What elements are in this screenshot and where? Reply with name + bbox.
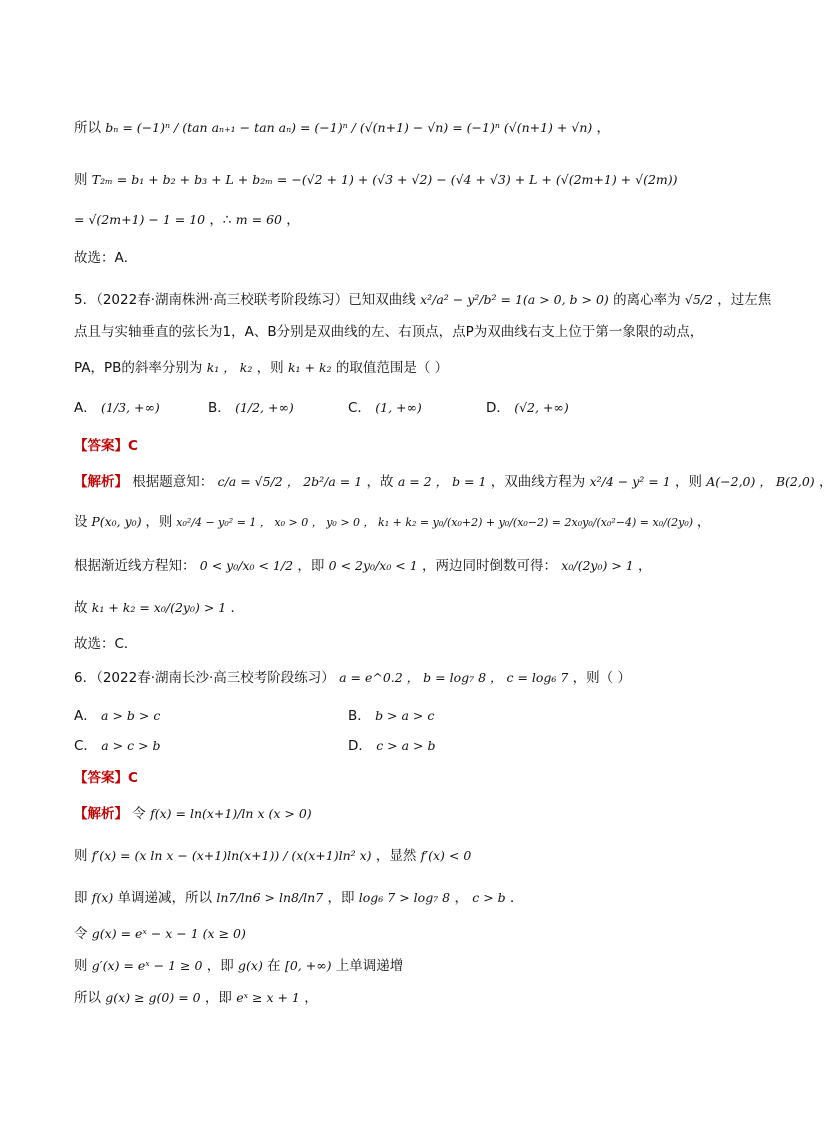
q5-stem-2: 点且与实轴垂直的弦长为1，A、B分别是双曲线的左、右顶点，点P为双曲线右支上位于第一象限的动点，: [74, 324, 704, 340]
formula: log₆ 7 > log₇ 8: [358, 890, 451, 905]
formula: g(x) ≥ g(0) = 0: [105, 990, 201, 1005]
formula: g(x) = eˣ − x − 1 (x ≥ 0): [91, 926, 246, 941]
q5-answer-tag: 【答案】C: [74, 438, 138, 454]
q5-stem-1: [74, 290, 772, 310]
text: ，则: [256, 360, 284, 376]
text: 上单调递增: [335, 958, 404, 974]
option-label: C．: [348, 400, 371, 416]
text: ，即: [327, 890, 355, 906]
formula: 0 < y₀/x₀ < 1/2: [199, 558, 294, 573]
text: ，则（ ）: [572, 670, 631, 686]
text: ，: [638, 558, 652, 574]
q5-option-c: [348, 398, 422, 418]
text: ，双曲线方程为: [490, 474, 586, 490]
formula: x₀²/4 − y₀² = 1 ， x₀ > 0 ， y₀ > 0 ， k₁ + k₂ = y₀/(x₀+2) + y₀/(x₀−2) = 2x₀y₀/(x₀²−4) = x₀/(2y₀): [176, 516, 694, 529]
text: 令: [132, 806, 146, 822]
formula: f(x) = ln(x+1)/ln x (x > 0): [150, 806, 312, 821]
q4-answer-line: 故选：A．: [74, 250, 138, 266]
text: 即: [74, 890, 88, 906]
text: ．: [509, 890, 524, 906]
formula: x²/a² − y²/b² = 1(a > 0, b > 0): [420, 292, 609, 307]
q5-answer-line: 故选：C．: [74, 636, 138, 652]
text: 根据题意知：: [132, 474, 214, 490]
q6-option-d: [348, 736, 436, 756]
option-value: (√2, +∞): [514, 400, 569, 415]
formula: g′(x) = eˣ − 1 ≥ 0: [91, 958, 203, 973]
formula: k₁ + k₂ = x₀/(2y₀) > 1: [91, 600, 227, 615]
text: ，: [696, 514, 711, 530]
option-label: D．: [348, 738, 372, 754]
analysis-tag: 【解析】: [74, 474, 128, 490]
text: ，故: [366, 474, 394, 490]
text: ，两边同时倒数可得：: [422, 558, 557, 574]
q5-analysis-4: [74, 598, 754, 618]
text: 故: [74, 600, 88, 616]
formula: k₁ ， k₂: [206, 360, 253, 375]
option-label: C．: [74, 738, 97, 754]
option-label: B．: [348, 708, 371, 724]
text: 则: [74, 958, 88, 974]
option-value: c > a > b: [376, 738, 436, 753]
text: 在: [267, 958, 281, 974]
q6-analysis-1: [74, 804, 754, 824]
text: PA，PB的斜率分别为: [74, 360, 203, 376]
formula: f′(x) = (x ln x − (x+1)ln(x+1)) / (x(x+1)ln² x): [91, 848, 372, 863]
formula: x₀/(2y₀) > 1: [561, 558, 634, 573]
formula: = √(2m+1) − 1 = 10: [74, 212, 206, 227]
analysis-tag: 【解析】: [74, 806, 128, 822]
text: ，即: [204, 990, 232, 1006]
formula: [0, +∞): [284, 958, 332, 973]
q4-line-3: [74, 210, 754, 230]
q5-option-b: [208, 398, 294, 418]
formula: k₁ + k₂: [287, 360, 332, 375]
q4-line-2: [74, 170, 754, 190]
text: ，: [286, 212, 300, 228]
text: ，: [304, 990, 318, 1006]
formula: a = 2 ， b = 1: [397, 474, 487, 489]
formula: A(−2,0) ， B(2,0): [706, 474, 815, 489]
option-value: a > c > b: [101, 738, 161, 753]
text: ，则: [674, 474, 702, 490]
formula: bₙ = (−1)ⁿ / (tan aₙ₊₁ − tan aₙ) = (−1)ⁿ / (√(n+1) − √n) = (−1)ⁿ (√(n+1) + √n): [105, 120, 593, 135]
text: 则: [74, 848, 88, 864]
option-value: (1, +∞): [375, 400, 422, 415]
text: 所以: [74, 990, 101, 1006]
option-value: (1/2, +∞): [235, 400, 294, 415]
text: 根据渐近线方程知：: [74, 558, 196, 574]
option-label: A．: [74, 400, 97, 416]
text: ，显然: [375, 848, 417, 864]
formula: T₂ₘ = b₁ + b₂ + b₃ + L + b₂ₘ = −(√2 + 1) + (√3 + √2) − (√4 + √3) + L + (√(2m+1) + √(2m)): [91, 172, 678, 187]
option-label: D．: [486, 400, 510, 416]
text: ，过左焦: [717, 292, 772, 308]
formula: √5/2: [684, 292, 713, 307]
q5-analysis-3: [74, 556, 754, 576]
text: 6．（2022春·湖南长沙·高三校考阶段练习）: [74, 670, 335, 686]
text: 的取值范围是（ ）: [335, 360, 449, 376]
formula: eˣ ≥ x + 1: [236, 990, 300, 1005]
formula: c > b: [472, 890, 506, 905]
formula: ln7/ln6 > ln8/ln7: [216, 890, 324, 905]
text: ，即: [297, 558, 325, 574]
formula: P(x₀, y₀): [91, 514, 142, 529]
text: ．: [230, 600, 245, 616]
text: ，即: [206, 958, 234, 974]
q6-option-b: [348, 706, 434, 726]
formula: f′(x) < 0: [420, 848, 472, 863]
option-value: (1/3, +∞): [101, 400, 160, 415]
q4-line-1: [74, 118, 754, 138]
text: 则: [74, 172, 88, 188]
q6-analysis-6: [74, 988, 754, 1008]
q5-option-d: [486, 398, 569, 418]
text: ，: [818, 474, 832, 490]
option-label: B．: [208, 400, 231, 416]
formula: c/a = √5/2 ， 2b²/a = 1: [217, 474, 363, 489]
text: ，: [454, 890, 468, 906]
q5-stem-3: [74, 358, 754, 378]
text: 的离心率为: [613, 292, 681, 308]
q5-analysis-2: [74, 512, 754, 533]
q6-option-a: [74, 706, 160, 726]
q5-option-a: [74, 398, 160, 418]
formula: a = e^0.2 ， b = log₇ 8 ， c = log₆ 7: [339, 670, 569, 685]
formula: g(x): [238, 958, 263, 973]
text: 5．（2022春·湖南株洲·高三校联考阶段练习）已知双曲线: [74, 292, 416, 308]
formula: x²/4 − y² = 1: [589, 474, 671, 489]
q6-answer-tag: 【答案】C: [74, 770, 138, 786]
q6-analysis-4: [74, 924, 754, 944]
formula: f(x): [91, 890, 114, 905]
option-value: a > b > c: [101, 708, 161, 723]
q6-analysis-3: [74, 888, 754, 908]
formula: 0 < 2y₀/x₀ < 1: [328, 558, 418, 573]
text: 所以: [74, 120, 101, 136]
text: ，∴: [209, 212, 232, 228]
text: ，则: [145, 514, 173, 530]
formula: m = 60: [235, 212, 282, 227]
text: 令: [74, 926, 88, 942]
text: 设: [74, 514, 88, 530]
q6-analysis-5: [74, 956, 754, 976]
text: ，: [596, 120, 611, 136]
q6-option-c: [74, 736, 161, 756]
q5-analysis-1: [74, 472, 832, 492]
q6-stem: [74, 668, 754, 688]
option-value: b > a > c: [375, 708, 435, 723]
q6-analysis-2: [74, 846, 754, 866]
option-label: A．: [74, 708, 97, 724]
text: 单调递减，所以: [117, 890, 213, 906]
